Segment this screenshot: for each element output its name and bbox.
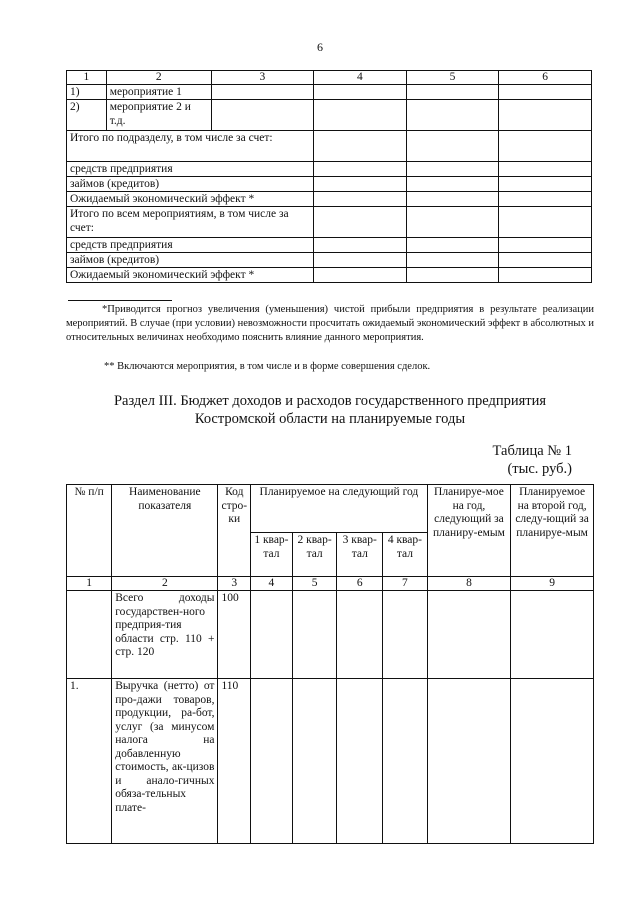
row-number: 2) bbox=[67, 100, 107, 131]
page-number: 6 bbox=[317, 40, 323, 54]
section-effect-label: Ожидаемый экономический эффект * bbox=[67, 192, 314, 207]
section-own-funds-label: средств предприятия bbox=[67, 162, 314, 177]
table-row bbox=[67, 591, 594, 679]
budget-table bbox=[66, 484, 594, 844]
section-total-label: Итого по подразделу, в том числе за счет: bbox=[67, 131, 314, 162]
table-label bbox=[493, 442, 572, 478]
table-row bbox=[67, 100, 592, 131]
header-planned-second-year: Планируемое на второй год, следу-ющий за планируе-мым bbox=[511, 485, 594, 577]
all-own-funds-label: средств предприятия bbox=[67, 238, 314, 253]
table-row bbox=[67, 679, 594, 844]
row-code: 100 bbox=[218, 591, 251, 679]
table-row bbox=[67, 192, 592, 207]
table-row bbox=[67, 85, 592, 100]
section-loans-label: займов (кредитов) bbox=[67, 177, 314, 192]
col-number: 6 bbox=[337, 577, 383, 591]
table-row bbox=[67, 268, 592, 283]
table-row bbox=[67, 253, 592, 268]
footnote-2: ** Включаются мероприятия, в том числе и в форме совершения сделок. bbox=[104, 361, 431, 372]
row-code: 110 bbox=[218, 679, 251, 844]
table-number: Таблица № 1 bbox=[492, 443, 572, 459]
header-q3: 3 квар-тал bbox=[337, 533, 383, 577]
table-row bbox=[67, 131, 592, 162]
header-code: Код стро-ки bbox=[218, 485, 251, 577]
measure-name: мероприятие 1 bbox=[106, 85, 211, 100]
footnote-divider bbox=[68, 300, 172, 301]
header-cell: 3 bbox=[211, 71, 313, 85]
header-num: № п/п bbox=[67, 485, 112, 577]
measure-name: мероприятие 2 и т.д. bbox=[106, 100, 211, 131]
table-header-row bbox=[67, 71, 592, 85]
header-cell: 4 bbox=[313, 71, 406, 85]
header-cell: 1 bbox=[67, 71, 107, 85]
section-title bbox=[66, 392, 594, 428]
row-number: 1) bbox=[67, 85, 107, 100]
row-number bbox=[67, 591, 112, 679]
all-effect-label: Ожидаемый экономический эффект * bbox=[67, 268, 314, 283]
section-title-line-2: Костромской области на планируемые годы bbox=[194, 411, 466, 427]
header-cell: 6 bbox=[499, 71, 592, 85]
col-number: 1 bbox=[67, 577, 112, 591]
header-cell: 5 bbox=[406, 71, 499, 85]
header-planned-next-year: Планируемое на следующий год bbox=[251, 485, 428, 533]
measures-table bbox=[66, 70, 592, 283]
indicator-name: Выручка (нетто) от про-дажи товаров, продукции, ра-бот, услуг (за минусом налога на добавленную стоимость, ак-цизов и анало-гичных обяза-тельных плате- bbox=[112, 679, 218, 844]
col-number: 5 bbox=[292, 577, 337, 591]
col-number: 3 bbox=[218, 577, 251, 591]
header-q2: 2 квар-тал bbox=[292, 533, 337, 577]
header-planned-following-year: Планируе-мое на год, следующий за планиру-емым bbox=[427, 485, 510, 577]
col-number: 8 bbox=[427, 577, 510, 591]
budget-header-row bbox=[67, 485, 594, 533]
col-number: 9 bbox=[511, 577, 594, 591]
row-number: 1. bbox=[67, 679, 112, 844]
header-q4: 4 квар-тал bbox=[383, 533, 428, 577]
table-row bbox=[67, 162, 592, 177]
col-number: 7 bbox=[383, 577, 428, 591]
indicator-name: Всего доходы государствен-ного предприя-тия области стр. 110 + стр. 120 bbox=[112, 591, 218, 679]
table-row bbox=[67, 238, 592, 253]
header-name: Наименование показателя bbox=[112, 485, 218, 577]
table-unit: (тыс. руб.) bbox=[507, 461, 572, 477]
footnote-1: *Приводится прогноз увеличения (уменьшения) чистой прибыли предприятия в результате реализации мероприятий. В случае (при условии) невозможности просчитать ожидаемый экономический эффект в абсолютных и относительных величинах необходимо пояснить влияние данного мероприятия. bbox=[66, 304, 594, 343]
col-number: 2 bbox=[112, 577, 218, 591]
table-row bbox=[67, 177, 592, 192]
column-number-row bbox=[67, 577, 594, 591]
col-number: 4 bbox=[251, 577, 293, 591]
all-loans-label: займов (кредитов) bbox=[67, 253, 314, 268]
table-row bbox=[67, 207, 592, 238]
header-cell: 2 bbox=[106, 71, 211, 85]
section-title-line-1: Раздел III. Бюджет доходов и расходов государственного предприятия bbox=[113, 393, 547, 409]
header-q1: 1 квар-тал bbox=[251, 533, 293, 577]
all-total-label: Итого по всем мероприятиям, в том числе за счет: bbox=[67, 207, 314, 238]
